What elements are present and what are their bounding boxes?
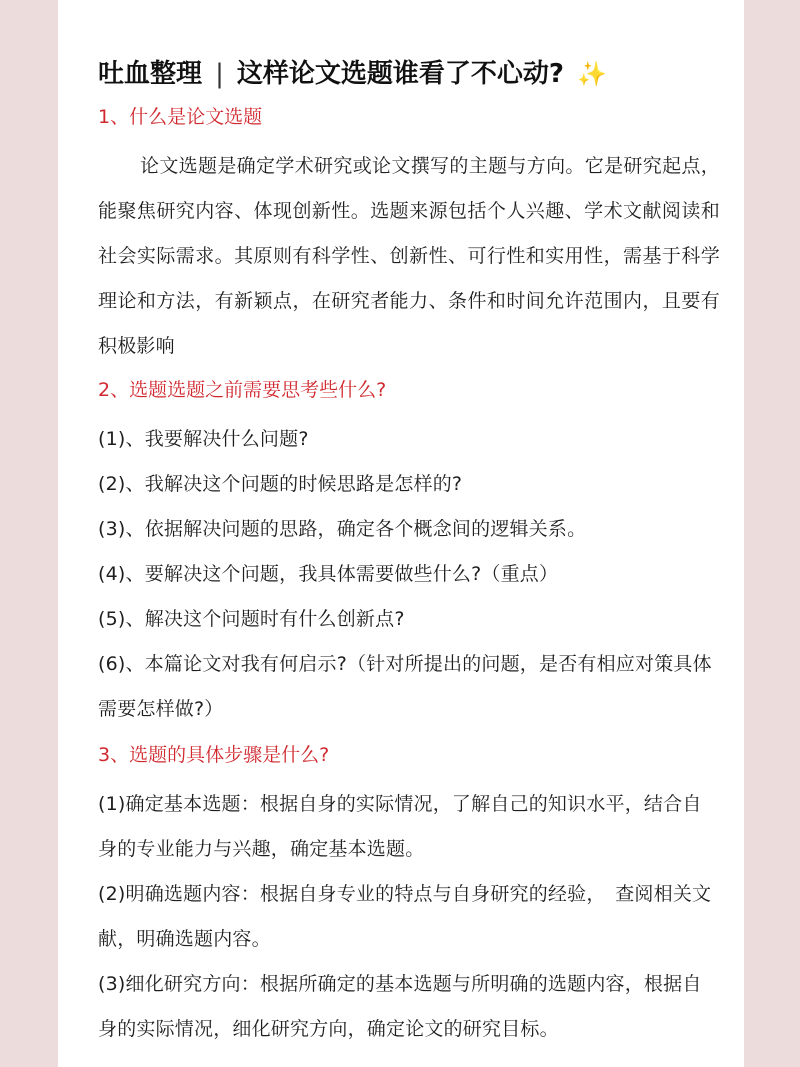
- list-item: (2)、我解决这个问题的时候思路是怎样的?: [98, 473, 463, 495]
- document-content: [98, 54, 720, 1052]
- section-1-heading: 1、什么是论文选题: [98, 106, 263, 128]
- title-main: 吐血整理: [98, 59, 203, 89]
- title-sub: 这样论文选题谁看了不心动?: [236, 59, 564, 89]
- list-item: (4)、要解决这个问题，我具体需要做些什么?（重点）: [98, 563, 559, 585]
- section-3-heading: 3、选题的具体步骤是什么?: [98, 744, 330, 766]
- list-item: (5)、解决这个问题时有什么创新点?: [98, 608, 405, 630]
- page-title: [98, 54, 720, 94]
- list-item: (3)、依据解决问题的思路，确定各个概念间的逻辑关系。: [98, 518, 587, 540]
- document-page: [58, 0, 744, 1067]
- sparkle-icon: ✨: [577, 60, 607, 88]
- section-2-heading: 2、选题选题之前需要思考些什么?: [98, 379, 387, 401]
- list-item: (2)明确选题内容：根据自身专业的特点与自身研究的经验， 查阅相关文献，明确选题内容。: [98, 883, 712, 950]
- title-separator: |: [215, 59, 224, 89]
- list-item: (1)确定基本选题：根据自身的实际情况，了解自己的知识水平，结合自身的专业能力与兴趣，确定基本选题。: [98, 793, 702, 860]
- section-1-paragraph: 论文选题是确定学术研究或论文撰写的主题与方向。它是研究起点，能聚焦研究内容、体现创新性。选题来源包括个人兴趣、学术文献阅读和社会实际需求。其原则有科学性、创新性、可行性和实用性，需基于科学理论和方法，有新颖点，在研究者能力、条件和时间允许范围内，且要有积极影响: [98, 155, 720, 357]
- list-item: (1)、我要解决什么问题?: [98, 428, 309, 450]
- list-item: (3)细化研究方向：根据所确定的基本选题与所明确的选题内容，根据自身的实际情况，细化研究方向，确定论文的研究目标。: [98, 973, 702, 1040]
- list-item: (6)、本篇论文对我有何启示?（针对所提出的问题，是否有相应对策具体需要怎样做?）: [98, 653, 712, 720]
